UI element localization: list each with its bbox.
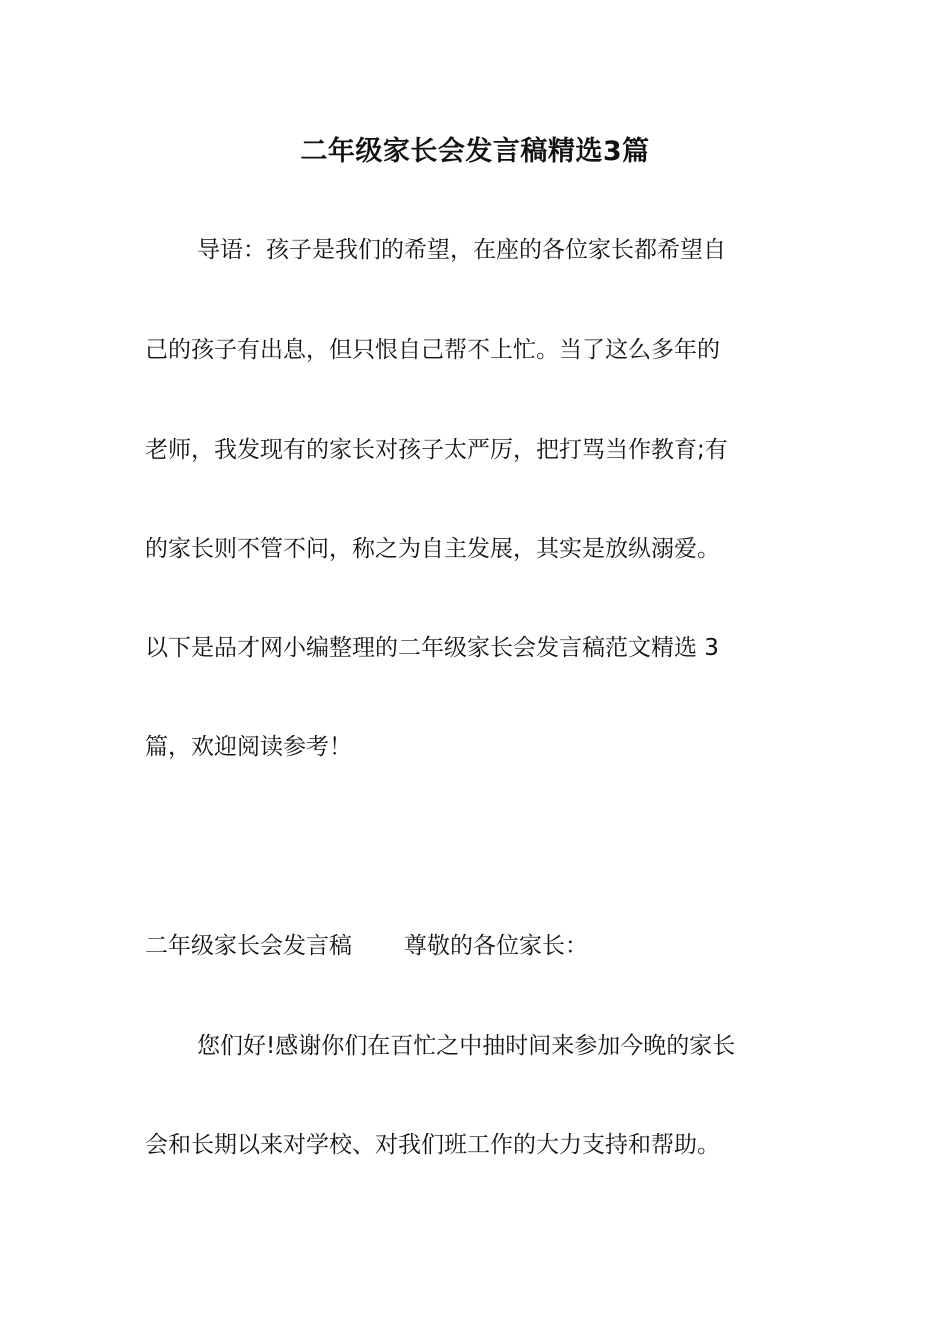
intro-line: 以下是品才网小编整理的二年级家长会发言稿范文精选 3: [145, 635, 719, 661]
document-title: 二年级家长会发言稿精选3篇: [300, 136, 650, 167]
body-line: 会和长期以来对学校、对我们班工作的大力支持和帮助。: [145, 1132, 720, 1158]
body-line: [145, 1026, 810, 1066]
salutation: 尊敬的各位家长：: [404, 933, 588, 959]
intro-line: 己的孩子有出息，但只恨自己帮不上忙。当了这么多年的: [145, 337, 720, 363]
body-line-text: 您们好!感谢你们在百忙之中抽时间来参加今晚的家长: [197, 1033, 736, 1059]
intro-line-text: 导语：孩子是我们的希望，在座的各位家长都希望自: [197, 237, 726, 263]
intro-line: 老师，我发现有的家长对孩子太严厉，把打骂当作教育;有: [145, 437, 728, 463]
intro-line: 篇，欢迎阅读参考！: [145, 734, 352, 760]
section-heading: 二年级家长会发言稿: [145, 933, 352, 959]
intro-line: 的家长则不管不问，称之为自主发展，其实是放纵溺爱。: [145, 536, 720, 562]
intro-line: [145, 230, 810, 270]
section-heading-line: [145, 926, 810, 966]
